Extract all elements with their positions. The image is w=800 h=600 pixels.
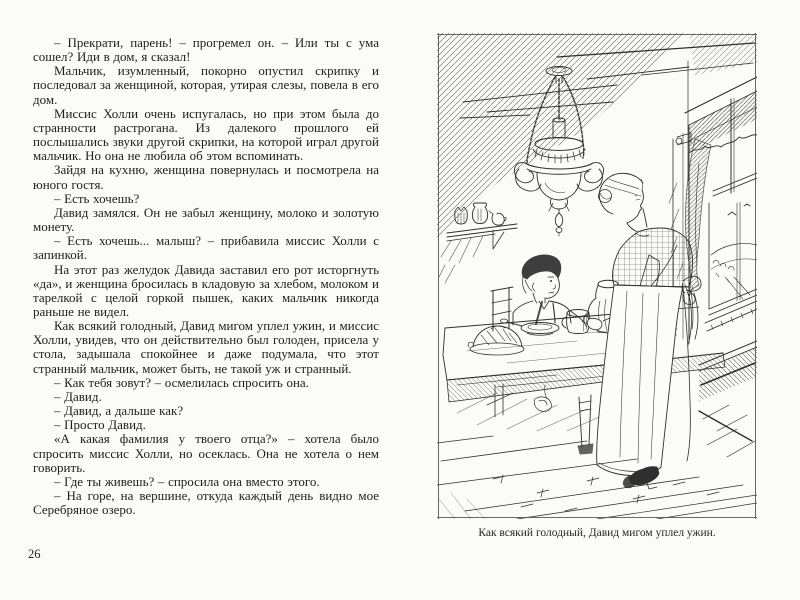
paragraph: – Давид, а дальше как? [54,403,184,419]
table-leg-back [578,395,593,454]
paragraph: – Как тебя зовут? – осмелилась спросить она. [54,374,309,390]
window-with-curtain [669,77,757,343]
paragraph: – Давид. [54,388,102,404]
paragraph: – Есть хочешь? [54,190,140,206]
landscape-through-window [711,204,757,299]
illustration-caption: Как всякий голодный, Давид мигом уплел ужин. [478,527,716,539]
left-page-text [33,36,379,517]
paragraph: Давид замялся. Он не забыл женщину, молоко и золотую монету. [33,204,379,235]
paragraph: – Просто Давид. [54,417,146,433]
page-number: 26 [28,547,41,561]
paragraph: – Прекрати, парень! – прогремел он. – Или ты с ума сошел? Иди в дом, я сказал! [33,35,379,65]
paragraph: «А какая фамилия у твоего отца?» – хотела было спросить миссис Холли, но осеклась. Она не хотела о нем говорить. [33,431,379,475]
paragraph: Миссис Холли очень испугалась, но при этом была до странности растрогана. Из далекого прошлого ей послышались звуки другой скрипки, на которой играл другой мальчик. Но она не любила об этом вспоминать. [33,105,379,164]
paragraph: – Есть хочешь... малыш? – прибавила миссис Холли с запинкой. [33,233,379,263]
paragraph: – На горе, на вершине, откуда каждый день видно мое Серебряное озеро. [33,488,379,518]
paragraph: Мальчик, изумленный, покорно опустил скрипку и последовал за женщиной, которая, утирая слезы, повела в его дом. [33,63,379,107]
paragraph: – Где ты живешь? – спросила она вместо этого. [54,473,320,489]
paragraph: На этот раз желудок Давида заставил его рот исторгнуть «да», и женщина бросилась в кладовую за хлебом, молоком и тарелкой с целой горкой пышек, каких мальчик никогда раньше не видел. [33,261,379,319]
mrs-holly-standing [584,173,701,489]
paragraph: Как всякий голодный, Давид мигом уплел ужин, и миссис Холли, увидев, что он действительно был голоден, присела у стола, задышала спокойнее и даже подумала, что этот странный мальчик, может быть, не такой уж и странный. [33,318,379,376]
kitchen-illustration [437,33,757,519]
covered-loaf [468,326,524,355]
mug [562,310,589,334]
paragraph: Зайдя на кухню, женщина повернулась и посмотрела на юного гостя. [33,162,379,192]
